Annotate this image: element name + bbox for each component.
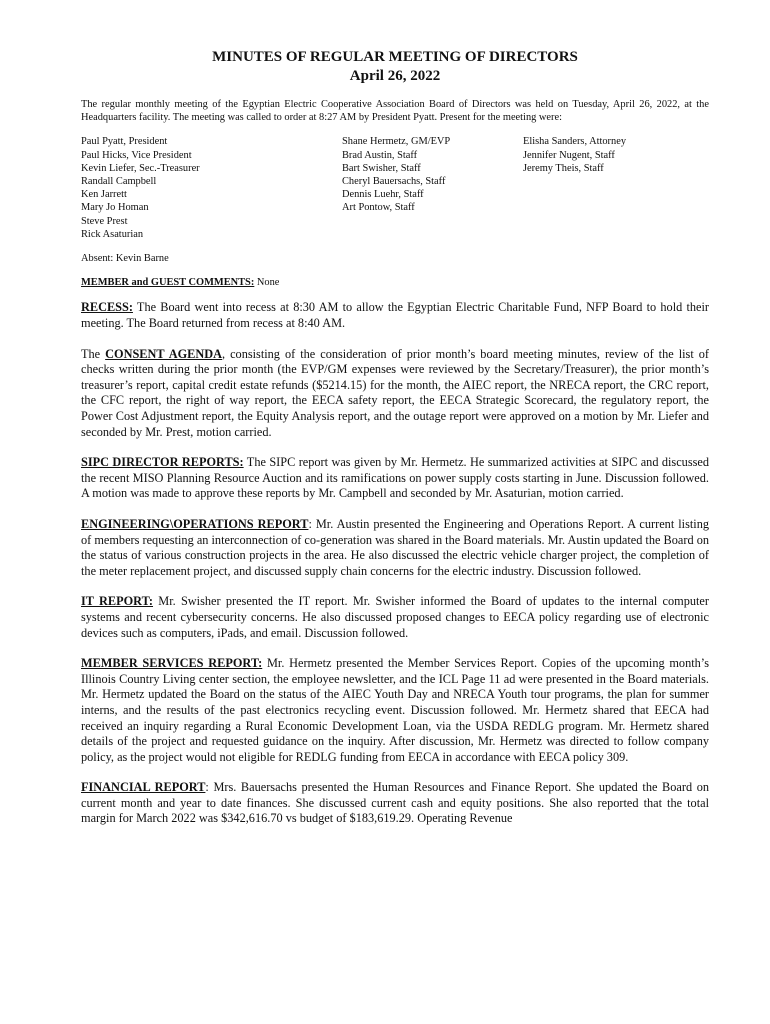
section-text: The Board went into recess at 8:30 AM to allow the Egyptian Electric Charitable Fund, NFP Board to hold their meeting. The Board returned from recess at 8:40 AM.: [81, 300, 709, 331]
attendee-name: Paul Pyatt, President: [81, 136, 168, 148]
it-section: [81, 594, 709, 641]
recess-section: [81, 300, 709, 331]
attendee-name: Ken Jarrett: [81, 189, 127, 201]
section-text: : Mr. Austin presented the Engineering and Operations Report. A current listing of members requesting an interconnection of co-generation was shared in the Board materials. Mr. Austin updated the Board on the status of various construction projects in the area. He also discussed the electric vehicle charger project, the completion of the meter replacement project, and discussed supply chain concerns for the electric industry. Discussion followed.: [81, 516, 709, 578]
attendee-name: Brad Austin, Staff: [342, 149, 418, 161]
section-heading: MEMBER SERVICES REPORT:: [81, 656, 263, 671]
section-text: : Mrs. Bauersachs presented the Human Resources and Finance Report. She updated the Board on current month and year to date finances. She discussed current cash and equity positions. She also reported that the total margin for March 2022 was $342,616.70 vs budget of $183,619.29. Operating Revenue: [81, 780, 709, 826]
member-services-section: [81, 656, 709, 765]
section-text: None: [254, 277, 280, 289]
directors-column: [81, 135, 342, 241]
attendee-name: Paul Hicks, Vice President: [81, 149, 192, 161]
section-heading: FINANCIAL REPORT: [81, 780, 206, 795]
engineering-section: [81, 517, 709, 579]
section-heading: ENGINEERING\OPERATIONS REPORT: [81, 516, 309, 531]
section-text: The SIPC report was given by Mr. Hermetz. He summarized activities at SIPC and discussed the recent MISO Planning Resource Auction and its ramifications on power supply costs starting in June. Discussion followed. A motion was made to approve these reports by Mr. Campbell and seconded by Mr. Asaturian, motion carried.: [81, 455, 709, 501]
section-text: Mr. Hermetz presented the Member Services Report. Copies of the upcoming month’s Illinois Country Living center section, the employee newsletter, and the ICL Page 11 ad were presented in the Board materials. Mr. Hermetz updated the Board on the status of the AIEC Youth Day and NRECA Youth tour programs, the plan for summer interns, and the results of the past electronics recycling event. Discussion followed. Mr. Hermetz shared that EECA had received an inquiry regarding a Rural Economic Development Loan, via the USDA REDLG program. Mr. Hermetz shared details of the project and requested guidance on the inquiry. After discussion, Mr. Hermetz was directed to follow company policy, as the project would not eligible for REDLG funding from EECA in accordance with EECA policy 309.: [81, 656, 709, 764]
absent-line: Absent: Kevin Barne: [81, 253, 169, 265]
attendee-name: Jennifer Nugent, Staff: [523, 149, 615, 161]
attendee-name: Steve Prest: [81, 215, 128, 227]
attendee-name: Rick Asaturian: [81, 228, 144, 240]
others-column: [523, 135, 709, 241]
consent-agenda-section: [81, 347, 709, 441]
section-text: Mr. Swisher presented the IT report. Mr. Swisher informed the Board of updates to the internal computer systems and recent cybersecurity concerns. He also discussed proposed changes to EECA policy regarding use of electronic devices such as computers, iPads, and email. Discussion followed.: [81, 594, 709, 640]
staff-column: [342, 135, 523, 241]
sipc-section: [81, 455, 709, 502]
intro-paragraph: The regular monthly meeting of the Egyptian Electric Cooperative Association Board of Directors was held on Tuesday, April 26, 2022, at the Headquarters facility. The meeting was called to order at 8:27 AM by President Pyatt. Present for the meeting were:: [81, 99, 709, 124]
attendee-name: Cheryl Bauersachs, Staff: [342, 176, 446, 188]
financial-section: [81, 780, 709, 827]
attendee-name: Bart Swisher, Staff: [342, 162, 421, 174]
member-comments: [81, 276, 709, 289]
section-heading: SIPC DIRECTOR REPORTS:: [81, 455, 244, 470]
section-heading: MEMBER and GUEST COMMENTS:: [81, 277, 255, 289]
document-date: April 26, 2022: [349, 68, 441, 84]
attendee-list: [81, 135, 709, 241]
attendee-name: Kevin Liefer, Sec.-Treasurer: [81, 162, 200, 174]
section-heading: CONSENT AGENDA: [105, 346, 222, 361]
section-prefix: The: [81, 346, 106, 361]
attendee-name: Dennis Luehr, Staff: [342, 189, 424, 201]
attendee-name: Shane Hermetz, GM/EVP: [342, 136, 451, 148]
attendee-name: Randall Campbell: [81, 176, 157, 188]
attendee-name: Elisha Sanders, Attorney: [523, 136, 627, 148]
attendee-name: Jeremy Theis, Staff: [523, 162, 604, 174]
attendee-name: Mary Jo Homan: [81, 202, 149, 214]
section-text: , consisting of the consideration of prior month’s board meeting minutes, review of the list of checks written during the prior month (the EVP/GM expenses were reviewed by the Secretary/Treasurer), the prior month’s treasurer’s report, capital credit estate refunds ($5214.15) for the month, the AIEC report, the NRECA report, the CRC report, the CFC report, the right of way report, the EECA safety report, the EECA Strategic Scorecard, the regulatory report, the Power Cost Adjustment report, the Equity Analysis report, and the outage report were approved on a motion by Mr. Liefer and seconded by Mr. Prest, motion carried.: [81, 346, 710, 439]
attendee-name: Art Pontow, Staff: [342, 202, 415, 214]
section-heading: RECESS:: [81, 300, 133, 315]
section-heading: IT REPORT:: [81, 594, 154, 609]
minutes-document: [81, 48, 709, 827]
document-title: MINUTES OF REGULAR MEETING OF DIRECTORS: [212, 49, 578, 65]
